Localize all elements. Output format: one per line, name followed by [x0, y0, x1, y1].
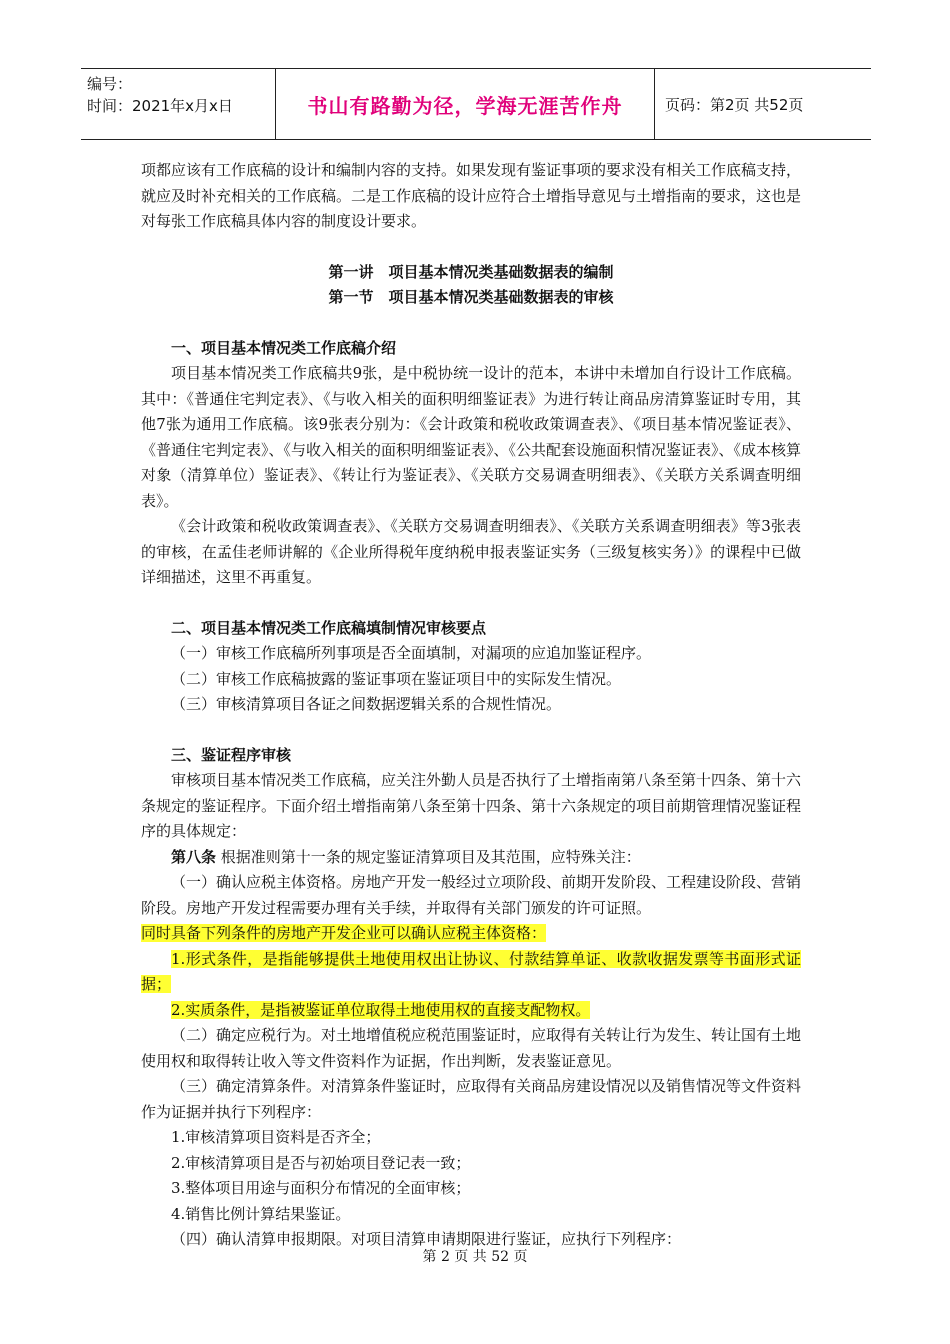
header-page-info: 页码：第2页 共52页: [665, 95, 804, 114]
article-text: 根据准则第十一条的规定鉴证清算项目及其范围，应特殊关注：: [216, 847, 641, 866]
paragraph: 项都应该有工作底稿的设计和编制内容的支持。如果发现有鉴证事项的要求没有相关工作底稿支持，就应及时补充相关的工作底稿。二是工作底稿的设计应符合土增指导意见与土增指南的要求，这也是对每张工作底稿具体内容的制度设计要求。: [141, 161, 802, 230]
list-item: （一）审核工作底稿所列事项是否全面填制，对漏项的应追加鉴证程序。: [171, 644, 652, 662]
header-left-cell: [81, 69, 276, 139]
page-footer: 第 2 页 共 52 页: [422, 1249, 528, 1265]
paragraph: （四）确认清算申报期限。对项目清算申请期限进行鉴证，应执行下列程序：: [171, 1230, 682, 1248]
list-item: 4.销售比例计算结果鉴证。: [171, 1204, 351, 1223]
paragraph: （三）确定清算条件。对清算条件鉴证时，应取得有关商品房建设情况以及销售情况等文件资料作为证据并执行下列程序：: [141, 1077, 802, 1121]
list-item: 2.审核清算项目是否与初始项目登记表一致；: [171, 1153, 471, 1172]
list-item: 1.审核清算项目资料是否齐全；: [171, 1128, 381, 1146]
heading-3: 三、鉴证程序审核: [171, 745, 292, 764]
highlighted-line: 同时具备下列条件的房地产开发企业可以确认应税主体资格：: [141, 924, 547, 942]
paragraph: 审核项目基本情况类工作底稿，应关注外勤人员是否执行了土增指南第八条至第十四条、第十六条规定的鉴证程序。下面介绍土增指南第八条至第十四条、第十六条规定的项目前期管理情况鉴证程序的具体规定：: [141, 771, 802, 840]
header-time: 时间：2021年x月x日: [87, 97, 233, 115]
heading-1: 一、项目基本情况类工作底稿介绍: [171, 338, 397, 357]
section-title: 第一节 项目基本情况类基础数据表的审核: [328, 288, 614, 306]
highlighted-line: 1.形式条件，是指能够提供土地使用权出让协议、付款结算单证、收款收据发票等书面形式证据；: [141, 949, 801, 993]
article-8: [141, 845, 801, 871]
header-motto: 书山有路勤为径，学海无涯苦作舟: [276, 69, 655, 139]
lecture-title: 第一讲 项目基本情况类基础数据表的编制: [328, 262, 614, 281]
heading-2: 二、项目基本情况类工作底稿填制情况审核要点: [171, 618, 487, 637]
list-item: （二）审核工作底稿披露的鉴证事项在鉴证项目中的实际发生情况。: [171, 669, 622, 688]
list-item: （三）审核清算项目各证之间数据逻辑关系的合规性情况。: [171, 695, 562, 713]
article-label: 第八条: [171, 847, 217, 866]
document-body: [141, 158, 801, 1253]
paragraph: （一）确认应税主体资格。房地产开发一般经过立项阶段、前期开发阶段、工程建设阶段、营销阶段。房地产开发过程需要办理有关手续，并取得有关部门颁发的许可证照。: [141, 873, 802, 917]
paragraph: 项目基本情况类工作底稿共9张，是中税协统一设计的范本，本讲中未增加自行设计工作底稿。其中：《普通住宅判定表》、《与收入相关的面积明细鉴证表》为进行转让商品房清算鉴证时专用，其他7张为通用工作底稿。该9张表分别为：《会计政策和税收政策调查表》、《项目基本情况鉴证表》、《普通住宅判定表》、《与收入相关的面积明细鉴证表》、《公共配套设施面积情况鉴证表》、《成本核算对象（清算单位）鉴证表》、《转让行为鉴证表》、《关联方交易调查明细表》、《关联方关系调查明细表》。: [141, 364, 802, 510]
paragraph: （二）确定应税行为。对土地增值税应税范围鉴证时，应取得有关转让行为发生、转让国有土地使用权和取得转让收入等文件资料作为证据，作出判断，发表鉴证意见。: [141, 1026, 802, 1070]
page-header: [81, 68, 871, 140]
paragraph: 《会计政策和税收政策调查表》、《关联方交易调查明细表》、《关联方关系调查明细表》等3张表的审核，在孟佳老师讲解的《企业所得税年度纳税申报表鉴证实务（三级复核实务）》的课程中已做详细描述，这里不再重复。: [141, 517, 801, 586]
list-item: 3.整体项目用途与面积分布情况的全面审核；: [171, 1179, 471, 1197]
highlighted-line: 2.实质条件，是指被鉴证单位取得土地使用权的直接支配物权。: [171, 1000, 591, 1019]
header-number: 编号：: [87, 75, 133, 93]
